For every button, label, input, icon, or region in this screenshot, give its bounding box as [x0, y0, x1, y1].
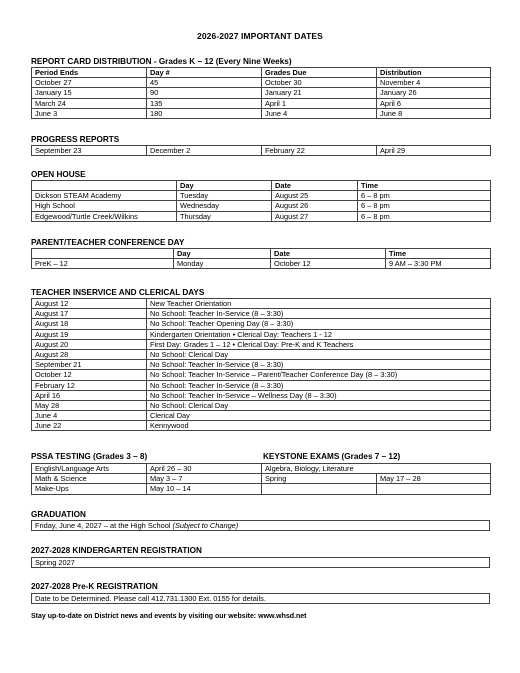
report-card-heading: REPORT CARD DISTRIBUTION - Grades K – 12 (Every Nine Weeks) [31, 57, 292, 66]
table-cell: June 4 [262, 108, 377, 118]
table-header-row [32, 249, 491, 259]
table-cell: 6 – 8 pm [358, 201, 491, 211]
kindergarten-table [31, 557, 490, 568]
table-cell: January 26 [377, 88, 491, 98]
column-header: Time [386, 249, 491, 259]
column-header: Time [358, 181, 491, 191]
table-cell: September 23 [32, 146, 147, 156]
table-row [32, 390, 491, 400]
table-cell: Tuesday [177, 191, 272, 201]
table-cell: August 19 [32, 329, 147, 339]
table-cell: Spring 2027 [32, 558, 490, 568]
table-row [32, 400, 491, 410]
kindergarten-heading: 2027-2028 KINDERGARTEN REGISTRATION [31, 546, 202, 555]
table-row [32, 78, 491, 88]
table-row [32, 98, 491, 108]
pssa-heading: PSSA TESTING (Grades 3 – 8) [31, 452, 148, 461]
table-cell: Thursday [177, 211, 272, 221]
table-row [32, 309, 491, 319]
table-cell: June 22 [32, 421, 147, 431]
column-header: Day [174, 249, 271, 259]
table-cell: Kindergarten Orientation • Clerical Day: Teachers 1 - 12 [147, 329, 491, 339]
table-cell: Edgewood/Turtle Creek/Wilkins [32, 211, 177, 221]
table-cell: March 24 [32, 98, 147, 108]
table-cell: August 12 [32, 299, 147, 309]
table-cell: High School [32, 201, 177, 211]
table-row [32, 360, 491, 370]
progress-reports-heading: PROGRESS REPORTS [31, 135, 120, 144]
table-cell: June 3 [32, 108, 147, 118]
table-cell: Dickson STEAM Academy [32, 191, 177, 201]
table-cell: May 28 [32, 400, 147, 410]
table-cell [377, 484, 491, 494]
graduation-text: Friday, June 4, 2027 – at the High School [35, 521, 171, 531]
table-cell: No School: Clerical Day [147, 349, 491, 359]
table-cell: PreK – 12 [32, 259, 174, 269]
table-cell: August 17 [32, 309, 147, 319]
column-header [32, 249, 174, 259]
report-card-table [31, 67, 491, 119]
progress-reports-table [31, 145, 491, 156]
table-row [32, 411, 491, 421]
table-header-row [32, 181, 491, 191]
table-cell: August 20 [32, 339, 147, 349]
graduation-heading: GRADUATION [31, 510, 86, 519]
column-header [32, 181, 177, 191]
table-cell: 6 – 8 pm [358, 191, 491, 201]
column-header: Period Ends [32, 68, 147, 78]
table-row [32, 558, 490, 568]
table-cell: April 1 [262, 98, 377, 108]
table-row [32, 421, 491, 431]
table-cell: January 15 [32, 88, 147, 98]
table-row [32, 474, 491, 484]
table-cell: Math & Science [32, 474, 147, 484]
table-cell: No School: Teacher In-Service (8 – 3:30) [147, 380, 491, 390]
table-cell: December 2 [147, 146, 262, 156]
conference-table [31, 248, 491, 269]
table-cell: January 21 [262, 88, 377, 98]
table-cell: Algebra, Biology, Literature [262, 464, 491, 474]
table-row [32, 349, 491, 359]
table-cell: August 27 [272, 211, 358, 221]
prek-heading: 2027-2028 Pre-K REGISTRATION [31, 582, 158, 591]
table-header-row [32, 68, 491, 78]
table-cell: Date to be Determined. Please call 412.731.1300 Ext. 0155 for details. [32, 594, 490, 604]
table-row [32, 211, 491, 221]
table-cell: New Teacher Orientation [147, 299, 491, 309]
table-cell: April 29 [377, 146, 491, 156]
table-cell: Clerical Day [147, 411, 491, 421]
table-cell: No School: Teacher In-Service – Wellness Day (8 – 3:30) [147, 390, 491, 400]
table-cell: No School: Teacher In-Service (8 – 3:30) [147, 309, 491, 319]
table-cell: 45 [147, 78, 262, 88]
testing-table [31, 463, 491, 495]
footer-note: Stay up-to-date on District news and events by visiting our website: www.whsd.net [31, 613, 307, 620]
open-house-table [31, 180, 491, 222]
table-row [32, 464, 491, 474]
table-cell: April 26 – 30 [147, 464, 262, 474]
column-header: Date [272, 181, 358, 191]
table-cell: June 8 [377, 108, 491, 118]
table-cell: August 18 [32, 319, 147, 329]
table-cell: August 25 [272, 191, 358, 201]
graduation-note: (Subject to Change) [172, 521, 239, 531]
table-cell: February 22 [262, 146, 377, 156]
table-cell: September 21 [32, 360, 147, 370]
table-cell: Kennywood [147, 421, 491, 431]
keystone-heading: KEYSTONE EXAMS (Grades 7 – 12) [263, 452, 401, 461]
table-cell: April 6 [377, 98, 491, 108]
table-cell: First Day: Grades 1 – 12 • Clerical Day: Pre-K and K Teachers [147, 339, 491, 349]
column-header: Grades Due [262, 68, 377, 78]
table-row [32, 191, 491, 201]
table-cell: October 27 [32, 78, 147, 88]
table-row [32, 380, 491, 390]
table-row [32, 339, 491, 349]
table-cell: May 3 – 7 [147, 474, 262, 484]
conference-heading: PARENT/TEACHER CONFERENCE DAY [31, 238, 185, 247]
table-cell: Spring [262, 474, 377, 484]
page-title: 2026-2027 IMPORTANT DATES [197, 31, 323, 41]
table-row [32, 201, 491, 211]
table-row [32, 108, 491, 118]
table-cell: October 12 [271, 259, 386, 269]
table-cell: October 30 [262, 78, 377, 88]
column-header: Day [177, 181, 272, 191]
table-row [32, 146, 491, 156]
table-cell: April 16 [32, 390, 147, 400]
table-row [32, 319, 491, 329]
table-cell: No School: Teacher In-Service (8 – 3:30) [147, 360, 491, 370]
table-cell: May 17 – 28 [377, 474, 491, 484]
table-cell: No School: Clerical Day [147, 400, 491, 410]
graduation-table [31, 520, 490, 531]
table-cell: 180 [147, 108, 262, 118]
table-cell: 135 [147, 98, 262, 108]
table-row [32, 370, 491, 380]
table-cell: No School: Teacher In-Service – Parent/Teacher Conference Day (8 – 3:30) [147, 370, 491, 380]
table-cell [32, 521, 490, 531]
table-cell: 90 [147, 88, 262, 98]
column-header: Distribution [377, 68, 491, 78]
table-row [32, 259, 491, 269]
table-row [32, 484, 491, 494]
table-row [32, 594, 490, 604]
table-cell: May 10 – 14 [147, 484, 262, 494]
table-cell: Make-Ups [32, 484, 147, 494]
column-header: Date [271, 249, 386, 259]
inservice-table [31, 298, 491, 431]
prek-table [31, 593, 490, 604]
table-row [32, 299, 491, 309]
table-row [32, 88, 491, 98]
inservice-heading: TEACHER INSERVICE AND CLERICAL DAYS [31, 288, 205, 297]
table-cell: 6 – 8 pm [358, 211, 491, 221]
column-header: Day # [147, 68, 262, 78]
table-cell: June 4 [32, 411, 147, 421]
table-cell: Wednesday [177, 201, 272, 211]
table-cell [262, 484, 377, 494]
table-cell: October 12 [32, 370, 147, 380]
table-cell: Monday [174, 259, 271, 269]
table-cell: February 12 [32, 380, 147, 390]
table-row [32, 329, 491, 339]
table-row [32, 521, 490, 531]
table-cell: November 4 [377, 78, 491, 88]
open-house-heading: OPEN HOUSE [31, 170, 86, 179]
table-cell: 9 AM – 3:30 PM [386, 259, 491, 269]
table-cell: August 28 [32, 349, 147, 359]
table-cell: No School: Teacher Opening Day (8 – 3:30) [147, 319, 491, 329]
table-cell: English/Language Arts [32, 464, 147, 474]
table-cell: August 26 [272, 201, 358, 211]
